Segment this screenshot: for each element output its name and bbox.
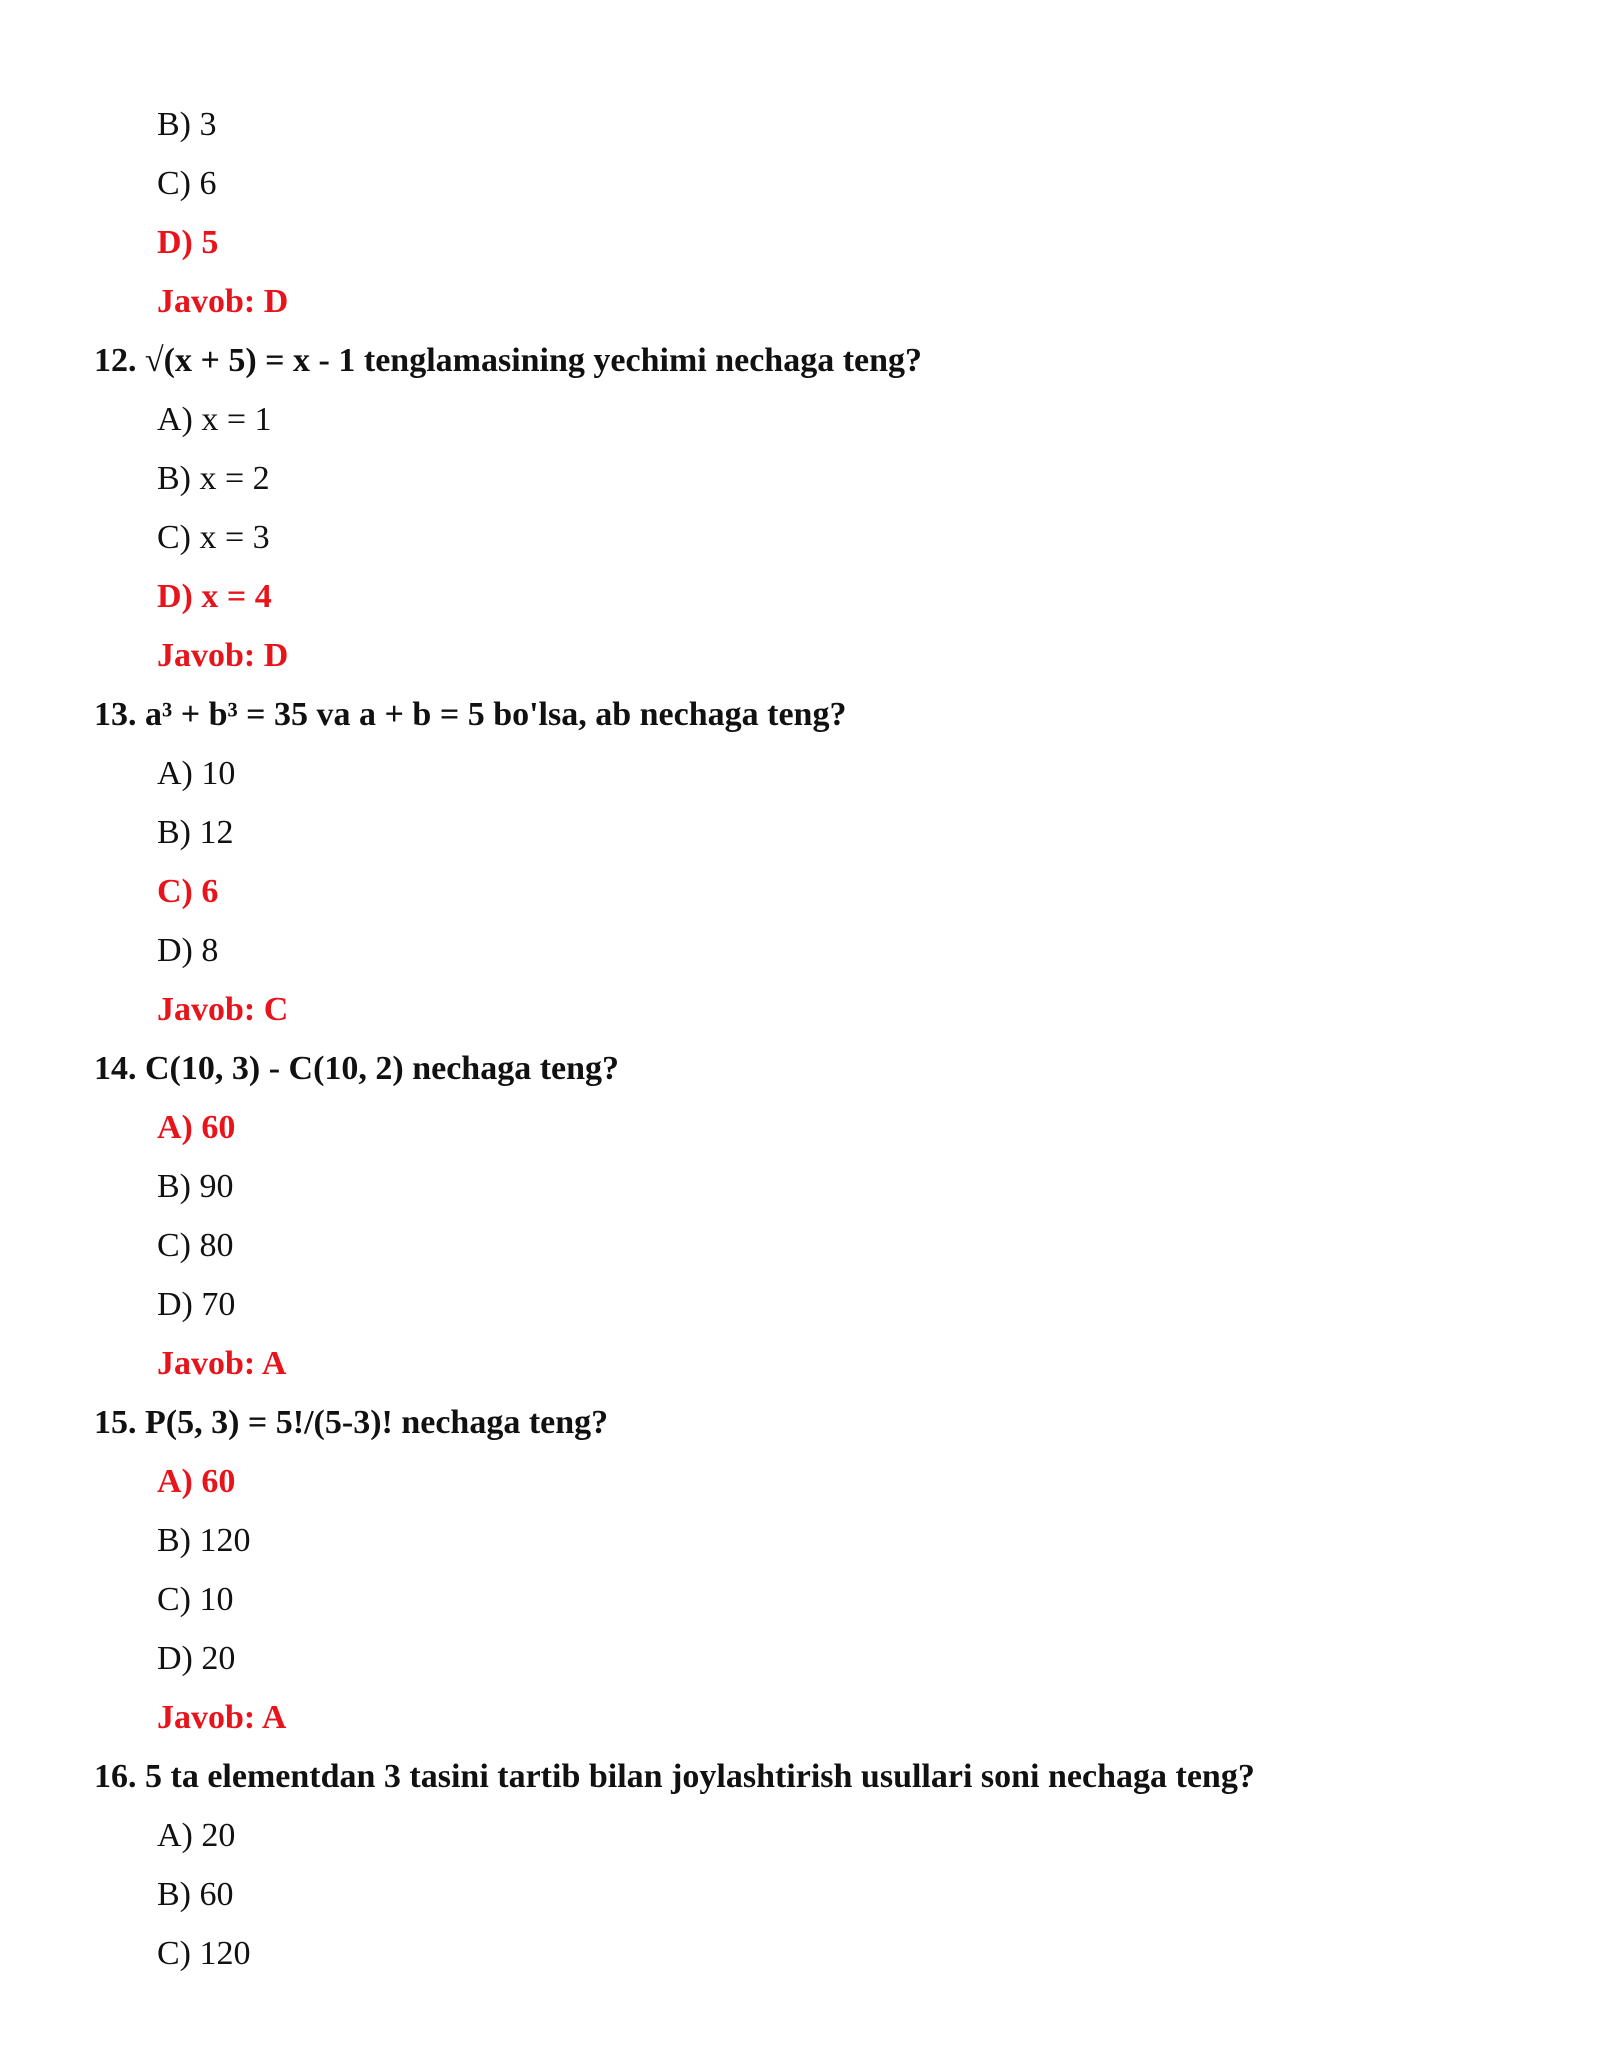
question-text: 14. C(10, 3) - C(10, 2) nechaga teng? xyxy=(94,1050,620,1087)
correct-option: D) 5 xyxy=(157,224,219,261)
correct-option: C) 6 xyxy=(157,873,219,910)
question-text: 16. 5 ta elementdan 3 tasini tartib bilan joylashtirish usullari soni nechaga teng? xyxy=(94,1758,1255,1795)
answer-option: B) 120 xyxy=(157,1522,251,1559)
answer-option: D) 20 xyxy=(157,1640,236,1677)
answer-option: D) 8 xyxy=(157,932,219,969)
quiz-content xyxy=(0,95,1600,1983)
answer-option: C) 6 xyxy=(157,165,217,202)
answer-option: B) 90 xyxy=(157,1168,234,1205)
question-text: 12. √(x + 5) = x - 1 tenglamasining yechimi nechaga teng? xyxy=(94,342,923,379)
answer-option: D) 70 xyxy=(157,1286,236,1323)
answer-option: A) x = 1 xyxy=(157,401,272,438)
correct-option: A) 60 xyxy=(157,1463,236,1500)
answer-key: Javob: A xyxy=(157,1345,287,1382)
answer-key: Javob: D xyxy=(157,637,289,674)
answer-option: C) 10 xyxy=(157,1581,234,1618)
answer-option: A) 20 xyxy=(157,1817,236,1854)
answer-option: B) 60 xyxy=(157,1876,234,1913)
answer-option: C) 80 xyxy=(157,1227,234,1264)
answer-key: Javob: D xyxy=(157,283,289,320)
answer-option: B) 3 xyxy=(157,106,217,143)
answer-option: C) 120 xyxy=(157,1935,251,1972)
answer-option: B) 12 xyxy=(157,814,234,851)
answer-option: B) x = 2 xyxy=(157,460,270,497)
answer-option: C) x = 3 xyxy=(157,519,270,556)
correct-option: A) 60 xyxy=(157,1109,236,1146)
answer-option: A) 10 xyxy=(157,755,236,792)
question-text: 15. P(5, 3) = 5!/(5-3)! nechaga teng? xyxy=(94,1404,609,1441)
question-text: 13. a³ + b³ = 35 va a + b = 5 bo'lsa, ab nechaga teng? xyxy=(94,696,847,733)
answer-key: Javob: C xyxy=(157,991,289,1028)
correct-option: D) x = 4 xyxy=(157,578,272,615)
answer-key: Javob: A xyxy=(157,1699,287,1736)
